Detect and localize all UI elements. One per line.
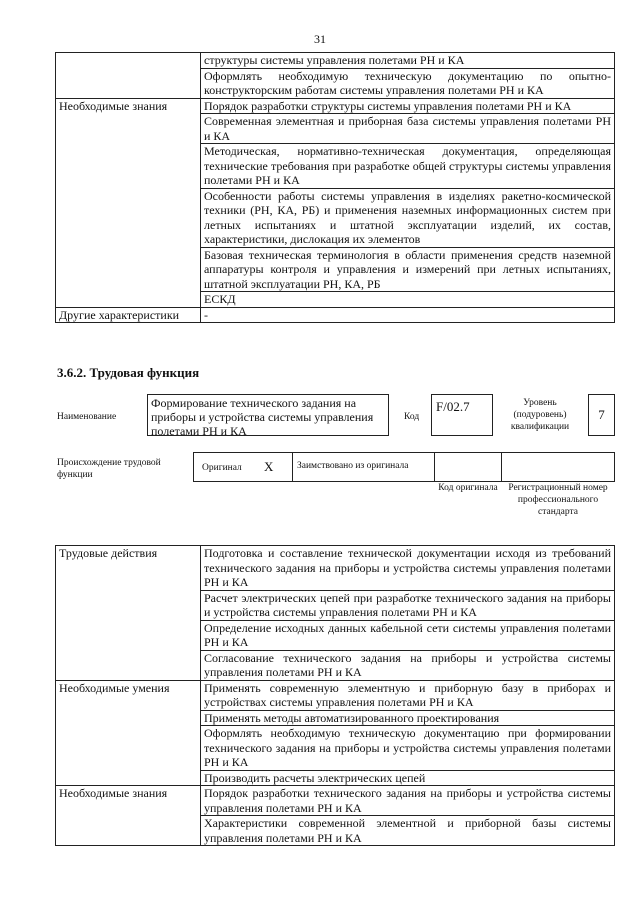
table-cell: Характеристики современной элементной и приборной базы системы управления полетами РН и КА [201, 816, 615, 846]
level-value: 7 [588, 394, 615, 436]
table-row [56, 680, 615, 710]
code-caption: Код оригинала [438, 483, 498, 493]
row-label-actions: Трудовые действия [56, 546, 201, 681]
table-cell: Порядок разработки технического задания на приборы и устройства системы управления полетами РН и КА [201, 786, 615, 816]
labor-function-table [55, 545, 615, 846]
table-cell: Оформлять необходимую техническую документацию при формировании технического задания на приборы и устройства системы управления полетами РН и КА [201, 726, 615, 771]
table-row [56, 53, 615, 69]
table-cell: Подготовка и составление технической документации исходя из требований технического задания на приборы и устройства системы управления полетами РН и КА [201, 546, 615, 591]
table-cell: Методическая, нормативно-техническая документация, определяющая технические требования при разработке общей структуры системы управления полетами РН и КА [201, 144, 615, 189]
borrowed-label: Заимствовано из оригинала [297, 461, 409, 471]
code-label: Код [404, 412, 420, 422]
table-cell: Производить расчеты электрических цепей [201, 770, 615, 786]
table-row [56, 546, 615, 591]
original-mark: X [264, 459, 274, 474]
table-cell: Применять современную элементную и приборную базу в приборах и устройствах системы управления полетами РН и КА [201, 680, 615, 710]
origin-code-cell [434, 452, 502, 482]
table-cell: Современная элементная и приборная база системы управления полетами РН и КА [201, 114, 615, 144]
level-label: Уровень (подуровень) квалификации [510, 398, 570, 432]
page-number: 31 [314, 32, 326, 46]
original-cell [193, 452, 293, 482]
reg-caption: Регистрационный номер профессионального стандарта [508, 483, 608, 517]
table-row [56, 786, 615, 816]
table-cell: структуры системы управления полетами РН и КА [201, 53, 615, 69]
table-row [56, 307, 615, 323]
table-cell: Расчет электрических цепей при разработке технического задания на приборы и устройства системы управления полетами РН и КА [201, 590, 615, 620]
table-cell: Определение исходных данных кабельной сети системы управления полетами РН и КА [201, 620, 615, 650]
row-label [56, 53, 201, 99]
original-label: Оригинал [202, 463, 242, 473]
top-requirements-table [55, 52, 615, 323]
table-cell: Оформлять необходимую техническую документацию по опытно-конструкторским работам системы управления полетами РН и КА [201, 68, 615, 98]
name-label: Наименование [57, 412, 117, 422]
table-row [56, 98, 615, 114]
row-label-knowledge: Необходимые знания [56, 786, 201, 846]
table-cell: - [201, 307, 615, 323]
row-label-skills: Необходимые умения [56, 680, 201, 786]
table-cell: Порядок разработки структуры системы управления полетами РН и КА [201, 98, 615, 114]
table-cell: Согласование технического задания на приборы и устройства системы управления полетами РН и КА [201, 650, 615, 680]
section-title: 3.6.2. Трудовая функция [57, 365, 200, 380]
row-label-knowledge: Необходимые знания [56, 98, 201, 307]
function-name: Формирование технического задания на приборы и устройства системы управления полетами РН и КА [147, 394, 389, 436]
table-cell: Особенности работы системы управления в изделиях ракетно-космической техники (РН, КА, РБ) и применения наземных информационных систем при летных испытаниях и штатной эксплуатации изделий, их состав, характеристики, дислокация их элементов [201, 188, 615, 247]
origin-label: Происхождение трудовой функции [57, 458, 161, 480]
table-cell: Применять методы автоматизированного проектирования [201, 710, 615, 726]
table-cell: ЕСКД [201, 292, 615, 308]
borrowed-cell [292, 452, 435, 482]
table-cell: Базовая техническая терминология в области применения средств наземной аппаратуры контроля и управления и измерений при летных испытаниях, штатной эксплуатации РН, КА, РБ [201, 247, 615, 292]
row-label-other: Другие характеристики [56, 307, 201, 323]
code-value: F/02.7 [431, 394, 493, 436]
origin-reg-cell [501, 452, 615, 482]
